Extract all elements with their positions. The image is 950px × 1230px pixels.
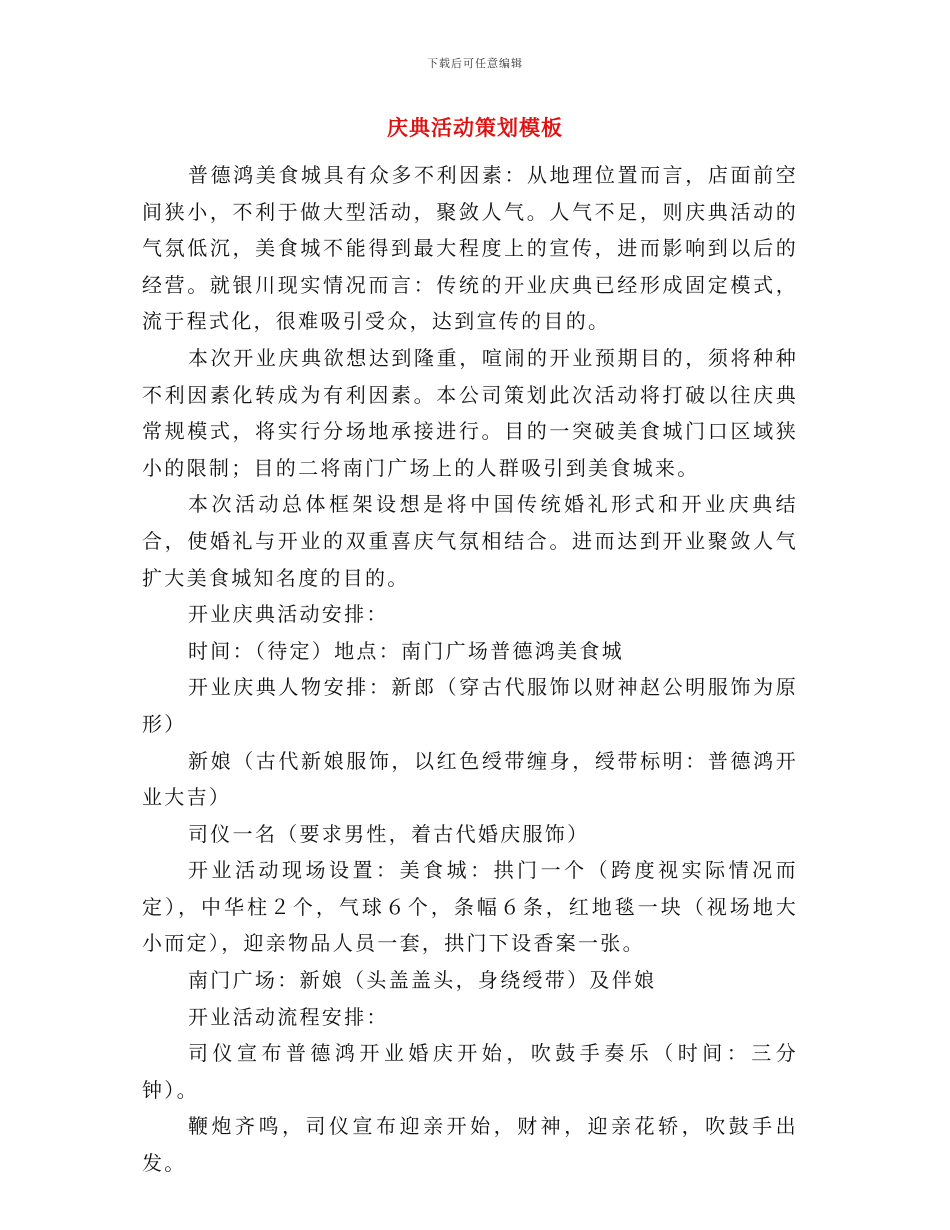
paragraph-framework: 本次活动总体框架设想是将中国传统婚礼形式和开业庆典结合，使婚礼与开业的双重喜庆气氛相结合。进而达到开业聚敛人气扩大美食城知名度的目的。 bbox=[142, 492, 798, 590]
paragraph-intro: 普德鸿美食城具有众多不利因素：从地理位置而言，店面前空间狭小，不利于做大型活动，聚敛人气。人气不足，则庆典活动的气氛低沉，美食城不能得到最大程度上的宣传，进而影响到以后的经营。就银川现实情况而言：传统的开业庆典已经形成固定模式，流于程式化，很难吸引受众，达到宣传的目的。 bbox=[142, 163, 798, 334]
paragraph-host: 司仪一名（要求男性，着古代婚庆服饰） bbox=[188, 821, 590, 846]
paragraph-flow-step-1: 司仪宣布普德鸿开业婚庆开始，吹鼓手奏乐（时间：三分钟）。 bbox=[142, 1041, 798, 1102]
paragraph-groom: 开业庆典人物安排：新郎（穿古代服饰以财神赵公明服饰为原形） bbox=[142, 675, 798, 736]
paragraph-flow-step-2: 鞭炮齐鸣，司仪宣布迎亲开始，财神，迎亲花轿，吹鼓手出发。 bbox=[142, 1114, 798, 1176]
paragraph-venue-setup: 开业活动现场设置：美食城：拱门一个（跨度视实际情况而定），中华柱２个，气球６个，条幅６条，红地毯一块（视场地大小而定），迎亲物品人员一套，拱门下设香案一张。 bbox=[142, 858, 798, 956]
paragraph-schedule-heading: 开业庆典活动安排： bbox=[188, 602, 389, 627]
header-note: 下载后可任意编辑 bbox=[427, 57, 523, 70]
document-body bbox=[142, 157, 798, 1182]
paragraph-time-location: 时间：（待定）地点：南门广场普德鸿美食城 bbox=[188, 638, 624, 663]
paragraph-flow-heading: 开业活动流程安排： bbox=[188, 1004, 389, 1029]
paragraph-bride: 新娘（古代新娘服饰，以红色绶带缠身，绶带标明：普德鸿开业大吉） bbox=[142, 748, 798, 810]
paragraph-square: 南门广场：新娘（头盖盖头，身绕绶带）及伴娘 bbox=[188, 968, 657, 993]
paragraph-goal: 本次开业庆典欲想达到隆重，喧闹的开业预期目的，须将种种不利因素化转成为有利因素。本公司策划此次活动将打破以往庆典常规模式，将实行分场地承接进行。目的一突破美食城门口区域狭小的限制；目的二将南门广场上的人群吸引到美食城来。 bbox=[142, 345, 798, 480]
document-title: 庆典活动策划模板 bbox=[387, 115, 563, 140]
